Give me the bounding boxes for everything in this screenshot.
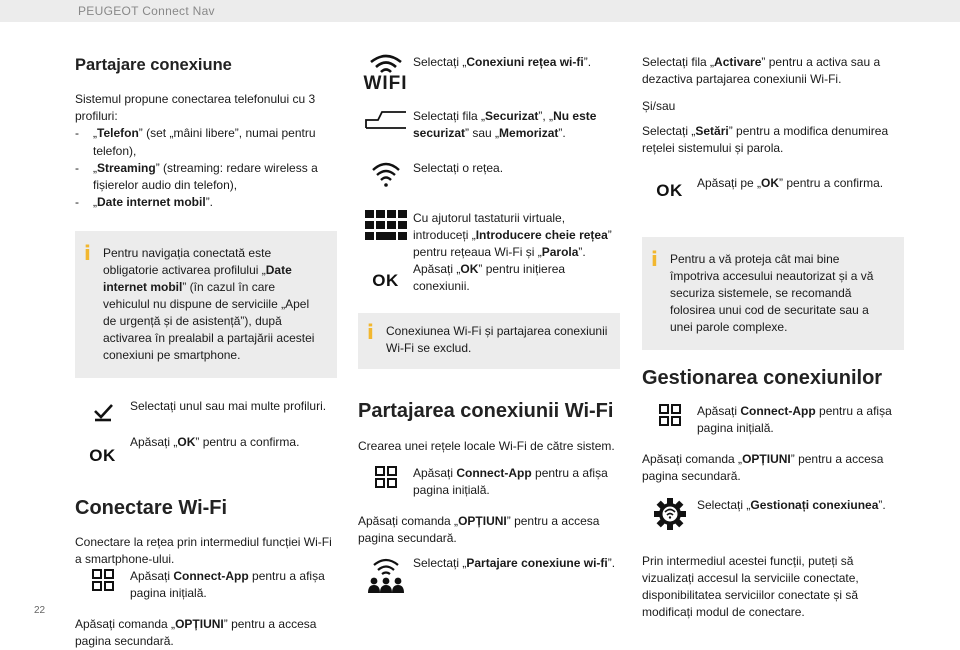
and-or-text: Și/sau [642, 99, 676, 114]
page-number: 22 [34, 605, 46, 616]
info-note-icon: i [84, 240, 91, 265]
section-title-gestionarea-conexiunilor: Gestionarea conexiunilor [642, 367, 883, 390]
wifi-intro: Conectare la rețea prin intermediul funcției Wi-Fi a smartphone-ului. [75, 535, 332, 567]
wifi-gear-icon [642, 497, 697, 531]
section-title-partajare-conexiune: Partajare conexiune [75, 56, 232, 74]
step-connect-app: Apăsați Connect-App pentru a afișa pagina inițială. [642, 403, 904, 437]
tabs-icon [358, 108, 413, 130]
page-header: PEUGEOT Connect Nav [78, 4, 215, 18]
ok-icon: OK [89, 445, 116, 465]
info-note-icon: i [651, 247, 658, 272]
connect-app-grid-icon [75, 568, 130, 592]
activate-instruction: Selectați fila „Activare” pentru a activa sau a dezactiva partajarea conexiunii Wi-Fi. [642, 55, 881, 87]
section-title-conectare-wifi: Conectare Wi-Fi [75, 496, 228, 519]
column-1 [75, 40, 337, 650]
info-note-security: i Pentru a vă proteja cât mai bine împotriva accesului neautorizat și a vă securiza sistemele, se recomandă folosirea unui cod de securitate sau a unei parole complexe. [642, 237, 904, 350]
step-wifi-connections: WIFI Selectați „Conexiuni rețea wi-fi”. [363, 55, 592, 94]
wifi-share-icon [358, 555, 413, 595]
section-title-partajarea-wifi: Partajarea conexiunii Wi-Fi [358, 400, 614, 423]
profile-item: - „Streaming” (streaming: redare wireless a fișierelor audio din telefon), [75, 160, 337, 194]
options-instruction: Apăsați comanda „OPȚIUNI” pentru a accesa pagina secundară. [358, 513, 600, 545]
step-manage-connection: Selectați „Gestionați conexiunea”. [642, 497, 904, 531]
step-select-tab: Selectați fila „Securizat”, „Nu este securizat” sau „Memorizat”. [358, 108, 620, 142]
profiles-list [75, 125, 337, 210]
step-share-wifi: Selectați „Partajare conexiune wi-fi”. [358, 555, 620, 595]
info-note-icon: i [367, 320, 374, 345]
share-intro: Crearea unei rețele locale Wi-Fi de către sistem. [358, 438, 615, 453]
column-3 [642, 40, 904, 621]
info-note-mobile-data: i Pentru navigația conectată este obligatorie activarea profilului „Date internet mobil” (în cazul în care vehiculul nu dispune de serviciile „Apel de urgență și de asistență”), după activarea în prealabil a partajării acestei conexiuni pe smartphone. [75, 231, 337, 378]
options-instruction: Apăsați comanda „OPȚIUNI” pentru a accesa pagina secundară. [642, 451, 884, 483]
step-ok-confirm: OK Apăsați „OK” pentru a confirma. [75, 434, 337, 468]
profile-item: - „Date internet mobil”. [75, 194, 337, 211]
ok-icon: OK [372, 271, 399, 291]
step-connect-app: Apăsați Connect-App pentru a afișa pagina inițială. [75, 568, 337, 602]
profile-item: - „Telefon” (set „mâini libere”, numai pentru telefon), [75, 125, 337, 159]
step-ok-confirm: OK Apăsați pe „OK” pentru a confirma. [642, 175, 904, 203]
profiles-check-icon [75, 398, 130, 424]
step-select-profiles: Selectați unul sau mai multe profiluri. [75, 398, 337, 424]
options-instruction: Apăsați comanda „OPȚIUNI” pentru a accesa pagina secundară. [75, 616, 317, 648]
step-select-network: Selectați o rețea. [358, 160, 620, 188]
info-note-wifi-exclusive: i Conexiunea Wi-Fi și partajarea conexiunii Wi-Fi se exclud. [358, 313, 620, 369]
step-keyboard: Cu ajutorul tastaturii virtuale, introduceți „Introducere cheie rețea” pentru rețeaua Wi-Fi și „Parola”. [358, 210, 620, 261]
profiles-intro: Sistemul propune conectarea telefonului cu 3 profiluri: [75, 92, 316, 124]
wifi-icon [368, 54, 404, 74]
step-ok-connect: OK Apăsați „OK” pentru inițierea conexiunii. [372, 262, 566, 294]
manage-outro: Prin intermediul acestei funcții, puteți să vizualizați accesul la serviciile conectate, disponibilitatea serviciilor conectate și să modificați modul de conectare. [642, 553, 859, 620]
connect-app-grid-icon [642, 403, 697, 427]
keyboard-icon [358, 210, 413, 240]
step-connect-app: Apăsați Connect-App pentru a afișa pagina inițială. [358, 465, 620, 499]
wifi-signal-icon [358, 160, 413, 188]
settings-instruction: Selectați „Setări” pentru a modifica denumirea rețelei sistemului și parola. [642, 124, 889, 156]
wifi-icon-label: WIFI [363, 73, 408, 94]
ok-icon: OK [656, 181, 683, 201]
column-2 [358, 40, 620, 595]
connect-app-grid-icon [358, 465, 413, 489]
